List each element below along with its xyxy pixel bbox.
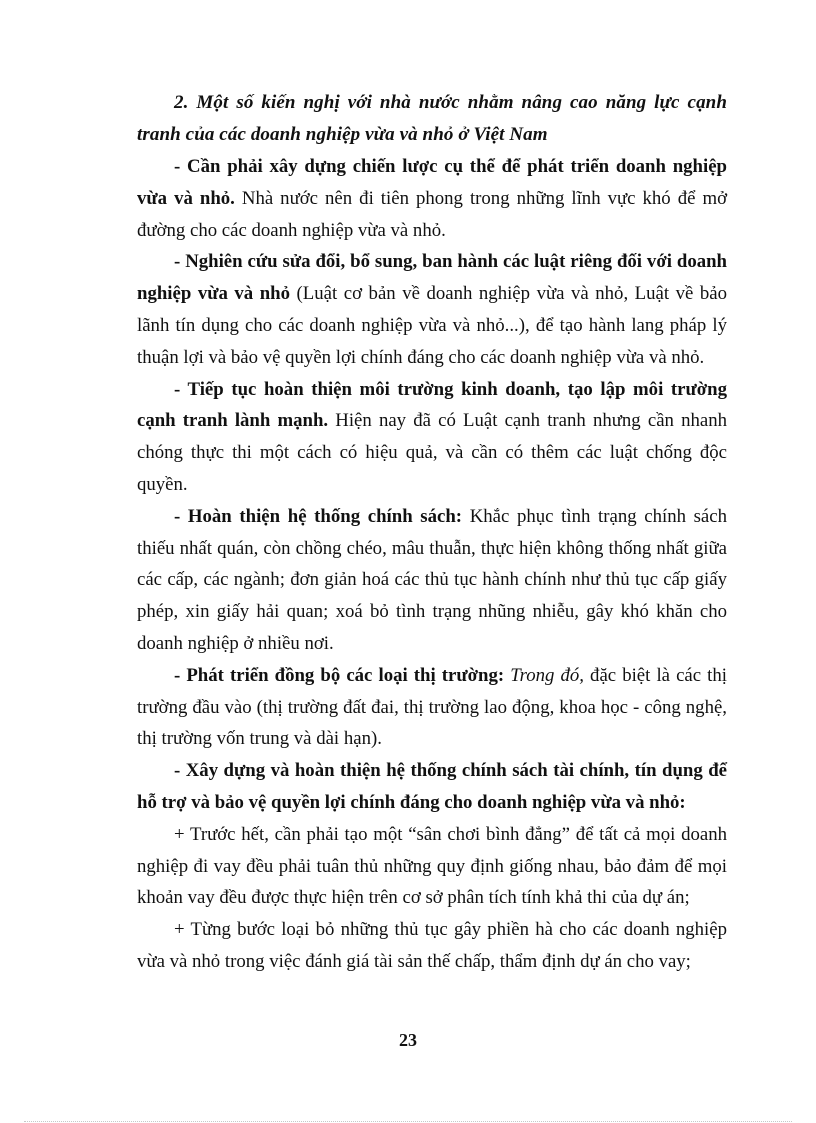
paragraph-text: + Trước hết, cần phải tạo một “sân chơi bình đẳng” để tất cả mọi doanh nghiệp đi vay đều phải tuân thủ những quy định giống nhau, bảo đảm để mọi khoản vay đều được thực hiện trên cơ sở phân tích tính khả thi của dự án; [137,823,727,909]
paragraph-lead: - Tiếp tục hoàn thiện môi trường kinh doanh, tạo lập môi trường cạnh tranh lành mạnh. [137,378,727,432]
paragraph-text: Hiện nay đã có Luật cạnh tranh nhưng cần nhanh chóng thực thi một cách có hiệu quả, và cần có thêm các luật chống độc quyền. [137,410,727,495]
paragraph-text: đặc biệt là các thị trường đầu vào (thị trường đất đai, thị trường lao động, khoa học - công nghệ, thị trường vốn trung và dài hạn). [137,664,727,750]
paragraph-text: (Luật cơ bản về doanh nghiệp vừa và nhỏ, Luật về bảo lãnh tín dụng cho các doanh nghiệp vừa và nhỏ...), để tạo hành lang pháp lý thuận lợi và bảo vệ quyền lợi chính đáng cho các doanh nghiệp vừa và nhỏ. [137,283,728,368]
page-bottom-divider [24,1121,792,1122]
paragraph-text: + Từng bước loại bỏ những thủ tục gây phiền hà cho các doanh nghiệp vừa và nhỏ trong việc đánh giá tài sản thế chấp, thẩm định dự án cho vay; [137,919,727,972]
paragraph-text: Khắc phục tình trạng chính sách thiếu nhất quán, còn chồng chéo, mâu thuẫn, thực hiện không thống nhất giữa các cấp, các ngành; đơn giản hoá các thủ tục hành chính như thủ tục cấp giấy phép, xin giấy hải quan; xoá bỏ tình trạng nhũng nhiễu, gây khó khăn cho doanh nghiệp ở nhiều nơi. [137,505,727,654]
paragraph-lead: - Phát triển đồng bộ các loại thị trường: [174,664,505,686]
paragraph-strategy [137,151,727,246]
paragraph-laws [137,246,727,373]
paragraph-finance-policy [137,755,727,819]
paragraph-text: Nhà nước nên đi tiên phong trong những lĩnh vực khó để mở đường cho các doanh nghiệp vừa và nhỏ. [137,187,728,241]
paragraph-markets [137,660,727,755]
paragraph-policy-system [137,501,727,660]
paragraph-lead: - Hoàn thiện hệ thống chính sách: [174,505,463,527]
paragraph-level-playing-field [137,819,727,914]
paragraph-lead: - Xây dựng và hoàn thiện hệ thống chính sách tài chính, tín dụng để hỗ trợ và bảo vệ quyền lợi chính đáng cho doanh nghiệp vừa và nhỏ: [137,760,727,813]
paragraph-business-environment [137,374,727,501]
paragraph-remove-procedures [137,914,727,978]
page-number: 23 [399,1030,417,1050]
paragraph-lead: - Nghiên cứu sửa đổi, bổ sung, ban hành các luật riêng đối với doanh nghiệp vừa và nhỏ [137,251,727,305]
paragraph-lead: - Cần phải xây dựng chiến lược cụ thể để phát triển doanh nghiệp vừa và nhỏ. [137,156,727,209]
document-body [137,87,727,978]
paragraph-italic: Trong đó, [504,664,584,686]
section-heading: 2. Một số kiến nghị với nhà nước nhằm nâng cao năng lực cạnh tranh của các doanh nghiệp vừa và nhỏ ở Việt Nam [137,92,727,145]
